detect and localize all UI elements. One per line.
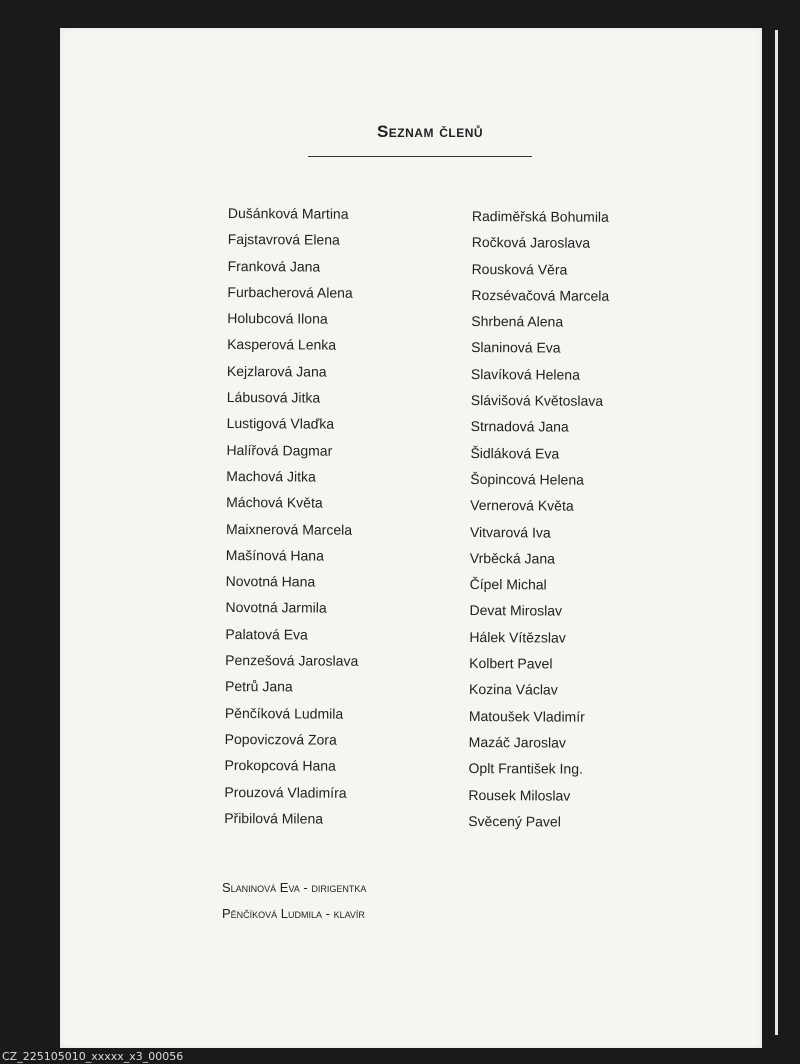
member-name: Kozina Václav	[468, 681, 558, 698]
member-name: Petrů Jana	[224, 678, 293, 695]
member-name: Prouzová Vladimíra	[224, 783, 347, 801]
member-name: Prokopcová Hana	[224, 757, 336, 774]
member-name: Furbacherová Alena	[227, 283, 353, 301]
member-name: Palatová Eva	[225, 625, 308, 643]
member-name: Rozsévačová Marcela	[471, 286, 610, 304]
member-name: Shrbená Alena	[471, 313, 564, 330]
member-name: Slaninová Eva	[471, 339, 561, 357]
member-name: Rousek Miloslav	[468, 786, 571, 804]
member-name: Lábusová Jitka	[226, 389, 321, 406]
member-name: Šidláková Eva	[470, 444, 560, 462]
member-name: Vitvarová Iva	[469, 523, 551, 541]
member-name: Matoušek Vladimír	[468, 707, 585, 725]
member-name: Ročková Jaroslava	[471, 234, 591, 252]
member-name: Slávišová Květoslava	[470, 392, 604, 409]
members-list-right	[468, 203, 610, 835]
member-name: Novotná Hana	[225, 573, 316, 590]
member-name: Hálek Vítězslav	[469, 628, 566, 646]
member-name: Fajstavrová Elena	[227, 231, 340, 248]
member-name: Slavíková Helena	[470, 365, 580, 383]
member-name: Maixnerová Marcela	[225, 520, 353, 538]
piano-credit: Pěnčíková Ludmila - klavír	[222, 906, 365, 921]
credits	[222, 875, 366, 927]
member-name: Mašínová Hana	[225, 546, 324, 564]
member-name: Franková Jana	[227, 257, 321, 275]
file-caption: CZ_225105010_xxxxx_x3_00056	[0, 1050, 800, 1064]
page-title: Seznam členů	[376, 122, 484, 141]
member-name: Halířová Dagmar	[226, 441, 333, 459]
page-edge	[775, 30, 778, 1035]
member-name: Holubcová Ilona	[227, 310, 328, 327]
member-name: Čípel Michal	[469, 576, 547, 593]
member-name: Mazáč Jaroslav	[468, 733, 567, 751]
member-name: Kasperová Lenka	[227, 336, 337, 354]
member-name: Svěcený Pavel	[468, 812, 561, 830]
member-name: Radiměřská Bohumila	[471, 207, 609, 225]
paper-page	[60, 28, 762, 1048]
member-name: Oplt František Ing.	[468, 760, 583, 777]
member-name: Machová Jitka	[226, 467, 316, 485]
member-name: Strnadová Jana	[470, 418, 569, 435]
member-name: Kolbert Pavel	[469, 655, 553, 672]
member-name: Devat Miroslav	[469, 602, 563, 620]
member-name: Rousková Věra	[471, 260, 568, 278]
member-name: Novotná Jarmila	[225, 599, 327, 617]
member-name: Kejzlarová Jana	[226, 362, 327, 380]
conductor-credit: Slaninová Eva - dirigentka	[222, 880, 367, 895]
member-name: Vrběcká Jana	[469, 549, 555, 567]
member-name: Dušánková Martina	[227, 204, 349, 222]
member-name: Pěnčíková Ludmila	[224, 704, 344, 722]
member-name: Šopincová Helena	[470, 470, 585, 488]
members-list-left	[224, 200, 361, 832]
member-name: Penzešová Jaroslava	[225, 652, 359, 669]
member-name: Vernerová Květa	[470, 497, 574, 514]
member-name: Lustigová Vlaďka	[226, 415, 335, 433]
member-name: Popoviczová Zora	[224, 730, 337, 748]
title-underline	[308, 156, 532, 157]
member-name: Přibilová Milena	[224, 809, 324, 827]
member-name: Máchová Květa	[226, 494, 323, 511]
